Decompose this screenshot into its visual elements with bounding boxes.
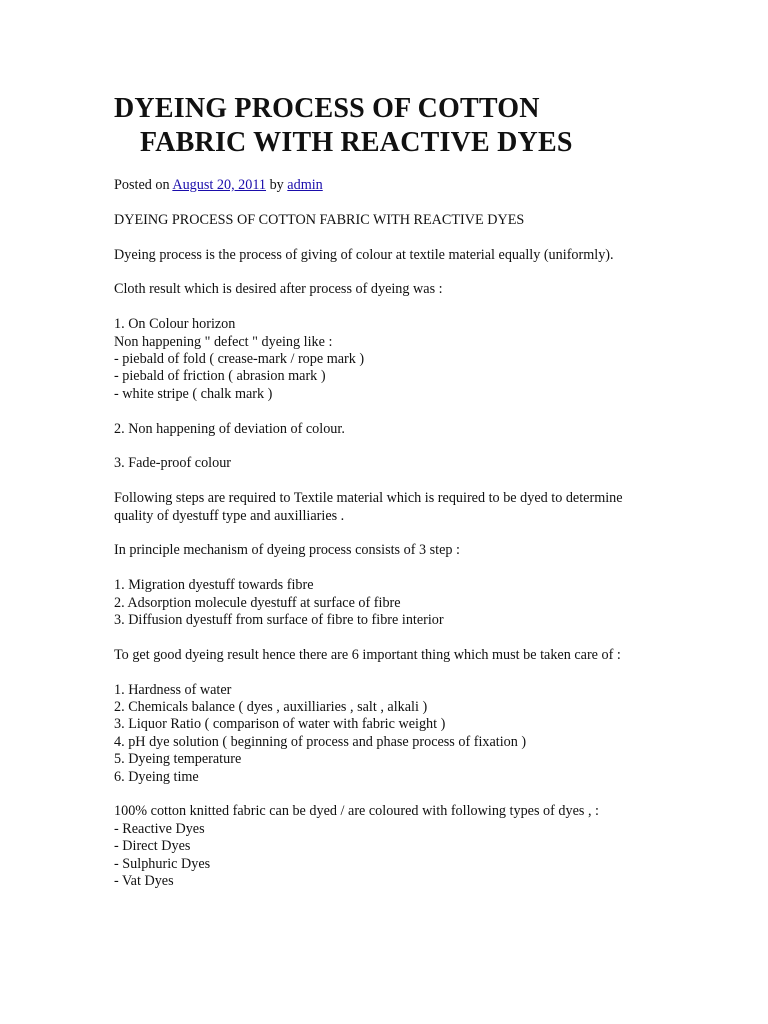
list-item: - Direct Dyes (114, 838, 191, 855)
list-item: 6. Dyeing time (114, 768, 199, 785)
posted-on-label: Posted on (114, 177, 173, 193)
text-line: Following steps are required to Textile material which is required to be dyed to determine (114, 490, 623, 507)
post-meta (114, 177, 674, 194)
important-intro-paragraph: To get good dyeing result hence there are 6 important thing which must be taken care of : (114, 646, 621, 663)
list-item: 1. Hardness of water (114, 681, 232, 698)
result-3-paragraph: 3. Fade-proof colour (114, 455, 232, 472)
dyes-intro-line: 100% cotton knitted fabric can be dyed / are coloured with following types of dyes , : (114, 803, 600, 820)
list-item: 3. Diffusion dyestuff from surface of fibre to fibre interior (114, 612, 444, 629)
title-line-1: DYEING PROCESS OF COTTON (114, 93, 540, 124)
list-item: 1. Migration dyestuff towards fibre (114, 577, 314, 594)
text-line: quality of dyestuff type and auxilliaries . (114, 507, 345, 524)
author-link[interactable]: admin (287, 177, 323, 193)
list-item: - piebald of friction ( abrasion mark ) (114, 368, 326, 385)
list-item: 2. Chemicals balance ( dyes , auxilliaries , salt , alkali ) (114, 699, 428, 716)
list-item: 3. Liquor Ratio ( comparison of water with fabric weight ) (114, 716, 446, 733)
cloth-result-paragraph: Cloth result which is desired after process of dyeing was : (114, 281, 443, 298)
list-item: Non happening " defect " dyeing like : (114, 333, 333, 350)
list-item: 1. On Colour horizon (114, 316, 236, 333)
title-line-2: FABRIC WITH REACTIVE DYES (140, 127, 573, 158)
list-item: - Reactive Dyes (114, 820, 205, 837)
mechanism-intro-paragraph: In principle mechanism of dyeing process consists of 3 step : (114, 542, 460, 559)
dye-types-section (114, 803, 674, 890)
by-label: by (266, 177, 288, 193)
list-item: - white stripe ( chalk mark ) (114, 385, 273, 402)
list-item: 2. Adsorption molecule dyestuff at surface of fibre (114, 594, 401, 611)
mechanism-steps-list (114, 577, 674, 629)
intro-paragraph: Dyeing process is the process of giving of colour at textile material equally (uniformly). (114, 246, 614, 263)
article-title (114, 92, 674, 160)
list-item: 5. Dyeing temperature (114, 751, 242, 768)
post-date-link[interactable]: August 20, 2011 (172, 177, 267, 193)
result-2-paragraph: 2. Non happening of deviation of colour. (114, 420, 345, 437)
list-item: - Vat Dyes (114, 873, 174, 890)
article-body (114, 177, 674, 908)
list-item: - Sulphuric Dyes (114, 855, 211, 872)
results-list (114, 316, 674, 403)
article-subtitle: DYEING PROCESS OF COTTON FABRIC WITH REACTIVE DYES (114, 211, 525, 228)
important-things-list (114, 682, 674, 786)
steps-intro-paragraph (114, 490, 674, 525)
list-item: 4. pH dye solution ( beginning of process and phase process of fixation ) (114, 733, 527, 750)
list-item: - piebald of fold ( crease-mark / rope mark ) (114, 351, 365, 367)
